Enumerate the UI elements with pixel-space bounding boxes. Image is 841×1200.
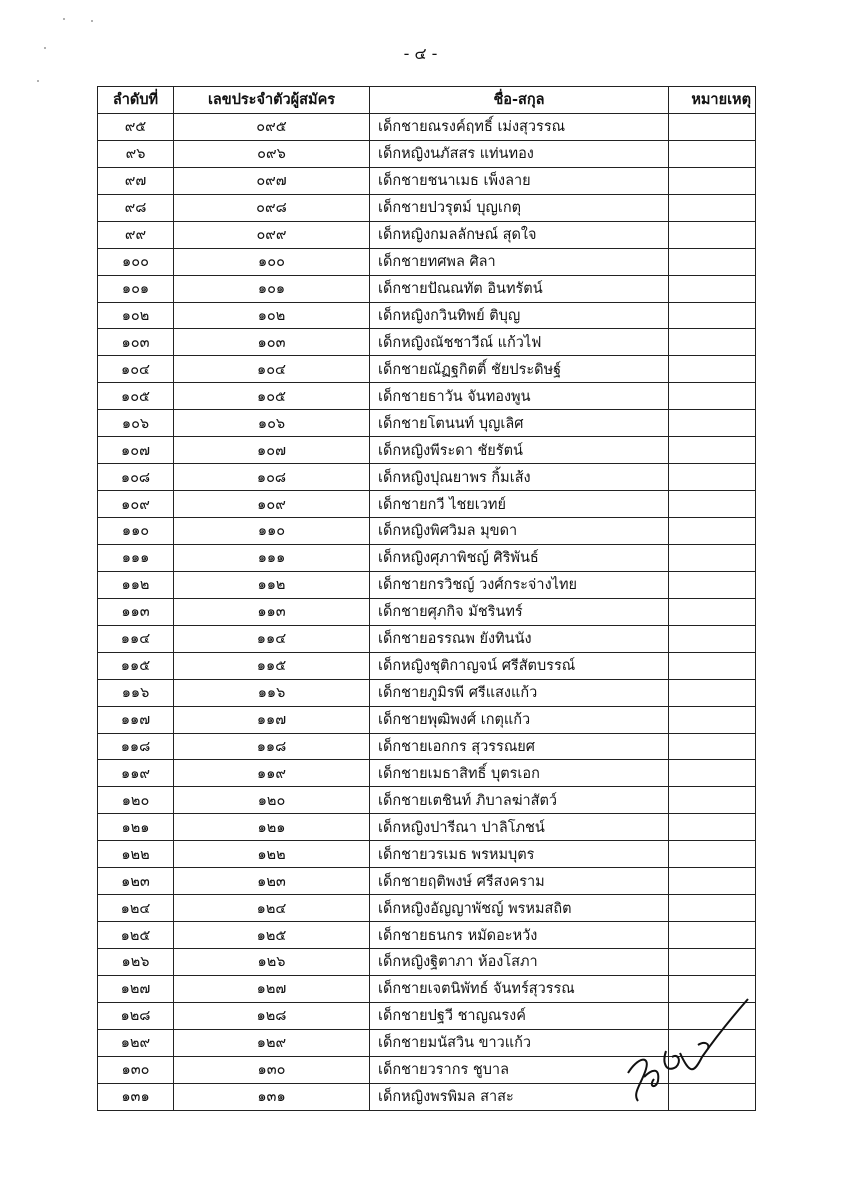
row-seq: ๑๑๓ [98, 598, 174, 625]
row-remarks [669, 544, 756, 571]
table-row [98, 760, 756, 787]
row-remarks [669, 329, 756, 356]
row-remarks [669, 464, 756, 491]
row-full-name: เด็กชายณรงค์ฤทธิ์ เม่งสุวรรณ [370, 113, 669, 140]
row-seq: ๙๕ [98, 113, 174, 140]
row-seq: ๑๒๘ [98, 1002, 174, 1029]
row-seq: ๑๒๒ [98, 841, 174, 868]
row-applicant-id: ๑๐๗ [174, 437, 370, 464]
row-remarks [669, 437, 756, 464]
row-applicant-id: ๑๑๕ [174, 652, 370, 679]
row-remarks [669, 841, 756, 868]
scan-speck [91, 20, 93, 22]
row-seq: ๑๒๔ [98, 895, 174, 922]
row-seq: ๑๒๑ [98, 814, 174, 841]
table-row [98, 167, 756, 194]
row-full-name: เด็กชายธาวัน จันทองพูน [370, 383, 669, 410]
row-seq: ๑๐๘ [98, 464, 174, 491]
row-remarks [669, 491, 756, 518]
row-seq: ๑๐๐ [98, 248, 174, 275]
row-remarks [669, 221, 756, 248]
row-applicant-id: ๑๒๔ [174, 895, 370, 922]
table-row [98, 437, 756, 464]
row-full-name: เด็กชายฤติพงษ์ ศรีสงคราม [370, 868, 669, 895]
row-full-name: เด็กชายศุภกิจ มัชรินทร์ [370, 598, 669, 625]
row-applicant-id: ๐๙๙ [174, 221, 370, 248]
table-row [98, 356, 756, 383]
row-applicant-id: ๑๐๒ [174, 302, 370, 329]
row-applicant-id: ๑๑๒ [174, 571, 370, 598]
row-seq: ๑๐๖ [98, 410, 174, 437]
row-full-name: เด็กชายปฐวี ชาญณรงค์ [370, 1002, 669, 1029]
table-row [98, 194, 756, 221]
row-remarks [669, 518, 756, 545]
header-seq: ลำดับที่ [98, 87, 174, 114]
row-seq: ๑๑๘ [98, 733, 174, 760]
row-full-name: เด็กหญิงปุณยาพร กิ้มเส้ง [370, 464, 669, 491]
row-full-name: เด็กหญิงณัชชาวีณ์ แก้วไฟ [370, 329, 669, 356]
table-row [98, 679, 756, 706]
row-remarks [669, 167, 756, 194]
row-applicant-id: ๑๒๘ [174, 1002, 370, 1029]
table-row [98, 652, 756, 679]
table-body [98, 113, 756, 1110]
row-applicant-id: ๑๑๐ [174, 518, 370, 545]
row-full-name: เด็กหญิงอัญญาพัชญ์ พรหมสถิต [370, 895, 669, 922]
row-full-name: เด็กชายกวี ไชยเวทย์ [370, 491, 669, 518]
row-full-name: เด็กชายเอกกร สุวรรณยศ [370, 733, 669, 760]
row-seq: ๑๑๙ [98, 760, 174, 787]
row-full-name: เด็กชายธนกร หมัดอะหวัง [370, 922, 669, 949]
handwritten-signature [620, 985, 760, 1105]
row-full-name: เด็กชายปัณณทัต อินทรัตน์ [370, 275, 669, 302]
row-full-name: เด็กหญิงกมลลักษณ์ สุดใจ [370, 221, 669, 248]
table-row [98, 275, 756, 302]
table-row [98, 140, 756, 167]
row-full-name: เด็กหญิงกวินทิพย์ ติบุญ [370, 302, 669, 329]
row-applicant-id: ๑๒๙ [174, 1029, 370, 1056]
row-full-name: เด็กชายเจตนิพัทธ์ จันทร์สุวรรณ [370, 975, 669, 1002]
row-remarks [669, 787, 756, 814]
row-seq: ๑๑๑ [98, 544, 174, 571]
row-full-name: เด็กชายเตชินท์ ภิบาลฆ่าสัตว์ [370, 787, 669, 814]
row-seq: ๑๒๙ [98, 1029, 174, 1056]
row-seq: ๑๑๖ [98, 679, 174, 706]
row-seq: ๙๘ [98, 194, 174, 221]
table-row [98, 464, 756, 491]
row-applicant-id: ๑๐๙ [174, 491, 370, 518]
row-applicant-id: ๑๑๑ [174, 544, 370, 571]
table-row [98, 302, 756, 329]
row-applicant-id: ๐๙๕ [174, 113, 370, 140]
row-applicant-id: ๑๐๓ [174, 329, 370, 356]
row-remarks [669, 760, 756, 787]
row-seq: ๑๑๔ [98, 625, 174, 652]
row-full-name: เด็กชายชนาเมธ เพ็งลาย [370, 167, 669, 194]
row-applicant-id: ๑๐๔ [174, 356, 370, 383]
row-seq: ๑๐๙ [98, 491, 174, 518]
row-applicant-id: ๑๐๐ [174, 248, 370, 275]
table-row [98, 113, 756, 140]
row-full-name: เด็กหญิงชุติกาญจน์ ศรีสัตบรรณ์ [370, 652, 669, 679]
row-remarks [669, 652, 756, 679]
header-applicant-id: เลขประจำตัวผู้สมัคร [174, 87, 370, 114]
row-full-name: เด็กชายกรวิชญ์ วงศ์กระจ่างไทย [370, 571, 669, 598]
row-seq: ๑๒๐ [98, 787, 174, 814]
row-seq: ๑๐๑ [98, 275, 174, 302]
table-row [98, 922, 756, 949]
table-row [98, 706, 756, 733]
row-remarks [669, 275, 756, 302]
table-row [98, 598, 756, 625]
row-seq: ๑๓๐ [98, 1056, 174, 1083]
row-applicant-id: ๑๑๓ [174, 598, 370, 625]
row-remarks [669, 113, 756, 140]
row-full-name: เด็กชายปวรุตม์ บุญเกตุ [370, 194, 669, 221]
row-seq: ๑๓๑ [98, 1083, 174, 1110]
row-applicant-id: ๑๑๗ [174, 706, 370, 733]
row-full-name: เด็กชายณัฏฐกิตติ์ ชัยประดิษฐ์ [370, 356, 669, 383]
row-full-name: เด็กหญิงปารีณา ปาลิโภชน์ [370, 814, 669, 841]
row-applicant-id: ๑๐๘ [174, 464, 370, 491]
row-applicant-id: ๑๒๐ [174, 787, 370, 814]
row-full-name: เด็กชายโตนนท์ บุญเลิศ [370, 410, 669, 437]
row-full-name: เด็กชายอรรณพ ยังทินนัง [370, 625, 669, 652]
row-full-name: เด็กหญิงพีระดา ชัยรัตน์ [370, 437, 669, 464]
table-row [98, 814, 756, 841]
row-applicant-id: ๐๙๘ [174, 194, 370, 221]
row-full-name: เด็กหญิงพรพิมล สาสะ [370, 1083, 669, 1110]
row-seq: ๑๑๐ [98, 518, 174, 545]
row-applicant-id: ๑๐๖ [174, 410, 370, 437]
row-applicant-id: ๑๓๑ [174, 1083, 370, 1110]
row-applicant-id: ๑๑๘ [174, 733, 370, 760]
row-seq: ๙๙ [98, 221, 174, 248]
row-applicant-id: ๑๐๑ [174, 275, 370, 302]
row-seq: ๑๐๒ [98, 302, 174, 329]
row-remarks [669, 410, 756, 437]
row-remarks [669, 706, 756, 733]
table-row [98, 248, 756, 275]
row-remarks [669, 356, 756, 383]
row-seq: ๑๐๕ [98, 383, 174, 410]
table-row [98, 383, 756, 410]
row-applicant-id: ๑๑๖ [174, 679, 370, 706]
table-row [98, 841, 756, 868]
table-row [98, 868, 756, 895]
table-row [98, 221, 756, 248]
table-header-row [98, 87, 756, 114]
row-seq: ๑๒๖ [98, 949, 174, 976]
row-remarks [669, 248, 756, 275]
table-row [98, 571, 756, 598]
row-applicant-id: ๑๓๐ [174, 1056, 370, 1083]
row-applicant-id: ๑๑๔ [174, 625, 370, 652]
row-full-name: เด็กชายวรากร ชูบาล [370, 1056, 669, 1083]
row-applicant-id: ๑๒๓ [174, 868, 370, 895]
row-applicant-id: ๑๒๒ [174, 841, 370, 868]
row-seq: ๑๐๓ [98, 329, 174, 356]
row-remarks [669, 598, 756, 625]
table-row [98, 518, 756, 545]
table-row [98, 733, 756, 760]
row-seq: ๑๐๔ [98, 356, 174, 383]
header-remarks: หมายเหตุ [669, 87, 756, 114]
row-remarks [669, 868, 756, 895]
row-applicant-id: ๑๒๑ [174, 814, 370, 841]
row-remarks [669, 194, 756, 221]
page-number: - ๔ - [403, 44, 438, 63]
row-remarks [669, 302, 756, 329]
row-remarks [669, 895, 756, 922]
row-seq: ๑๐๗ [98, 437, 174, 464]
row-seq: ๑๑๗ [98, 706, 174, 733]
row-remarks [669, 140, 756, 167]
table-row [98, 949, 756, 976]
row-seq: ๑๒๗ [98, 975, 174, 1002]
row-remarks [669, 949, 756, 976]
header-full-name: ชื่อ-สกุล [370, 87, 669, 114]
row-full-name: เด็กชายเมธาสิทธิ์ บุตรเอก [370, 760, 669, 787]
table-row [98, 410, 756, 437]
table-row [98, 787, 756, 814]
row-seq: ๙๗ [98, 167, 174, 194]
scan-speck [37, 80, 39, 82]
table-row [98, 329, 756, 356]
row-applicant-id: ๐๙๖ [174, 140, 370, 167]
row-remarks [669, 733, 756, 760]
row-remarks [669, 922, 756, 949]
row-full-name: เด็กชายภูมิรพี ศรีแสงแก้ว [370, 679, 669, 706]
applicant-table [97, 86, 756, 1111]
row-full-name: เด็กชายพุฒิพงศ์ เกตุแก้ว [370, 706, 669, 733]
row-full-name: เด็กชายมนัสวิน ขาวแก้ว [370, 1029, 669, 1056]
row-applicant-id: ๑๑๙ [174, 760, 370, 787]
row-remarks [669, 571, 756, 598]
table-row [98, 544, 756, 571]
row-full-name: เด็กชายวรเมธ พรหมบุตร [370, 841, 669, 868]
table-row [98, 895, 756, 922]
row-applicant-id: ๑๐๕ [174, 383, 370, 410]
row-remarks [669, 679, 756, 706]
row-seq: ๑๑๒ [98, 571, 174, 598]
row-seq: ๑๑๕ [98, 652, 174, 679]
row-remarks [669, 814, 756, 841]
row-full-name: เด็กหญิงฐิตาภา ห้องโสภา [370, 949, 669, 976]
row-seq: ๙๖ [98, 140, 174, 167]
row-seq: ๑๒๓ [98, 868, 174, 895]
row-applicant-id: ๐๙๗ [174, 167, 370, 194]
row-applicant-id: ๑๒๖ [174, 949, 370, 976]
row-full-name: เด็กหญิงศุภาพิชญ์ ศิริพันธ์ [370, 544, 669, 571]
table-row [98, 491, 756, 518]
row-applicant-id: ๑๒๗ [174, 975, 370, 1002]
row-full-name: เด็กหญิงนภัสสร แท่นทอง [370, 140, 669, 167]
row-applicant-id: ๑๒๕ [174, 922, 370, 949]
table-row [98, 625, 756, 652]
row-seq: ๑๒๕ [98, 922, 174, 949]
row-full-name: เด็กชายทศพล ศิลา [370, 248, 669, 275]
row-full-name: เด็กหญิงพิศวิมล มุขดา [370, 518, 669, 545]
scan-speck [63, 18, 65, 20]
row-remarks [669, 383, 756, 410]
row-remarks [669, 625, 756, 652]
